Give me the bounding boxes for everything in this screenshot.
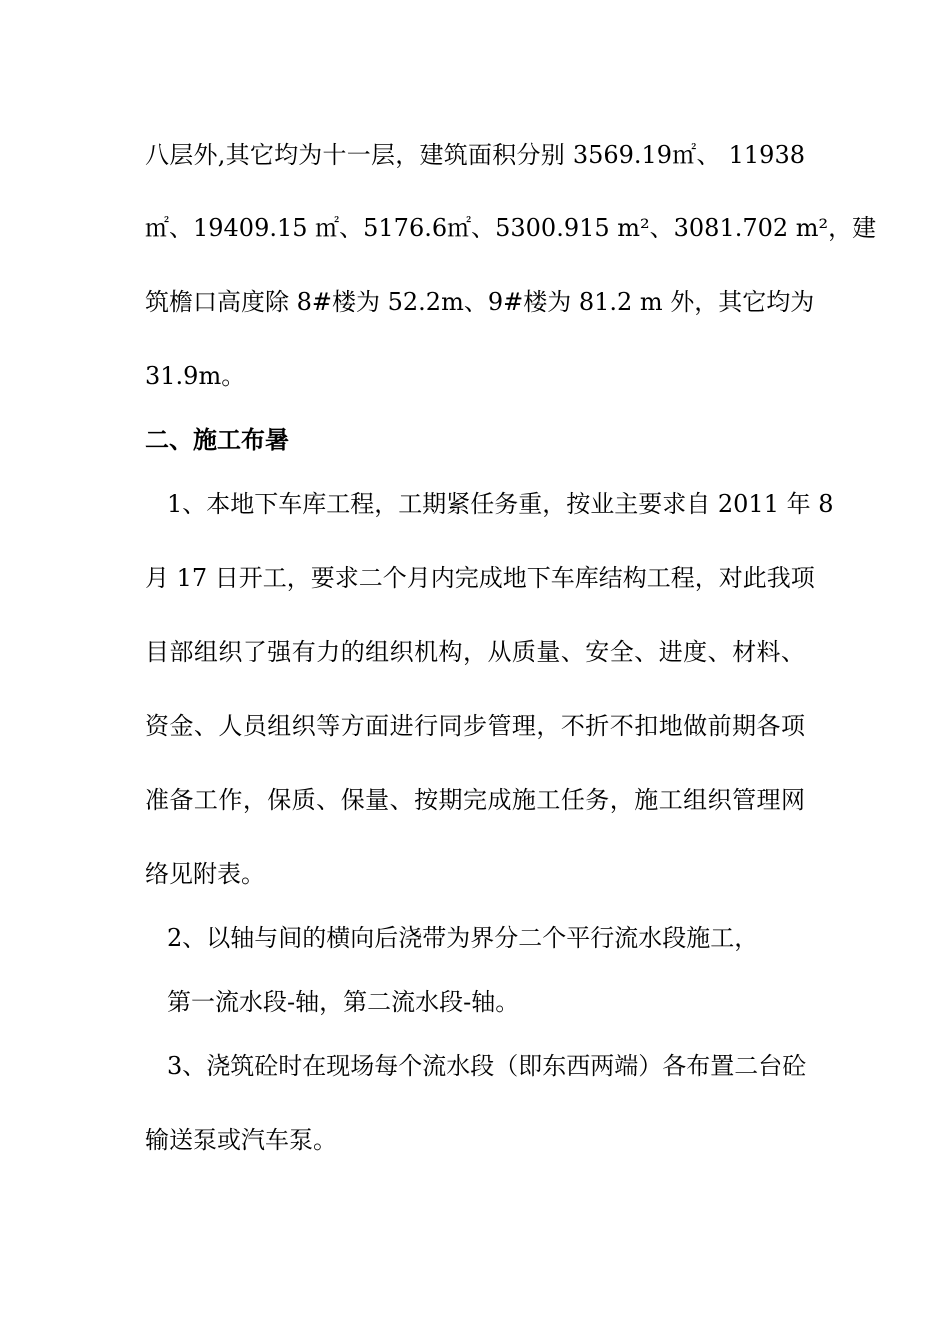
paragraph-line: 输送泵或汽车泵。: [145, 1126, 337, 1154]
paragraph-line: 准备工作，保质、保量、按期完成施工任务，施工组织管理网: [145, 786, 805, 814]
paragraph-line: 筑檐口高度除 8#楼为 52.2m、9#楼为 81.2 m 外，其它均为: [145, 288, 815, 316]
paragraph-line: 31.9m。: [145, 362, 246, 390]
paragraph-line: 资金、人员组织等方面进行同步管理，不折不扣地做前期各项: [145, 712, 805, 740]
paragraph-line: ㎡、19409.15 ㎡、5176.6㎡、5300.915 m²、3081.702 m²，建: [145, 214, 877, 242]
paragraph-line: 月 17 日开工，要求二个月内完成地下车库结构工程，对此我项: [145, 564, 815, 592]
paragraph-line: 2、以轴与间的横向后浇带为界分二个平行流水段施工，: [167, 924, 759, 952]
paragraph-line: 八层外,其它均为十一层，建筑面积分别 3569.19㎡、 11938: [145, 141, 805, 169]
section-heading: 二、施工布暑: [145, 425, 289, 454]
paragraph-line: 目部组织了强有力的组织机构，从质量、安全、进度、材料、: [145, 638, 805, 666]
paragraph-line: 1、本地下车库工程，工期紧任务重，按业主要求自 2011 年 8: [167, 490, 834, 518]
paragraph-line: 3、浇筑砼时在现场每个流水段（即东西两端）各布置二台砼: [167, 1052, 807, 1080]
paragraph-line: 络见附表。: [145, 860, 265, 888]
paragraph-line: 第一流水段-轴，第二流水段-轴。: [167, 988, 520, 1016]
